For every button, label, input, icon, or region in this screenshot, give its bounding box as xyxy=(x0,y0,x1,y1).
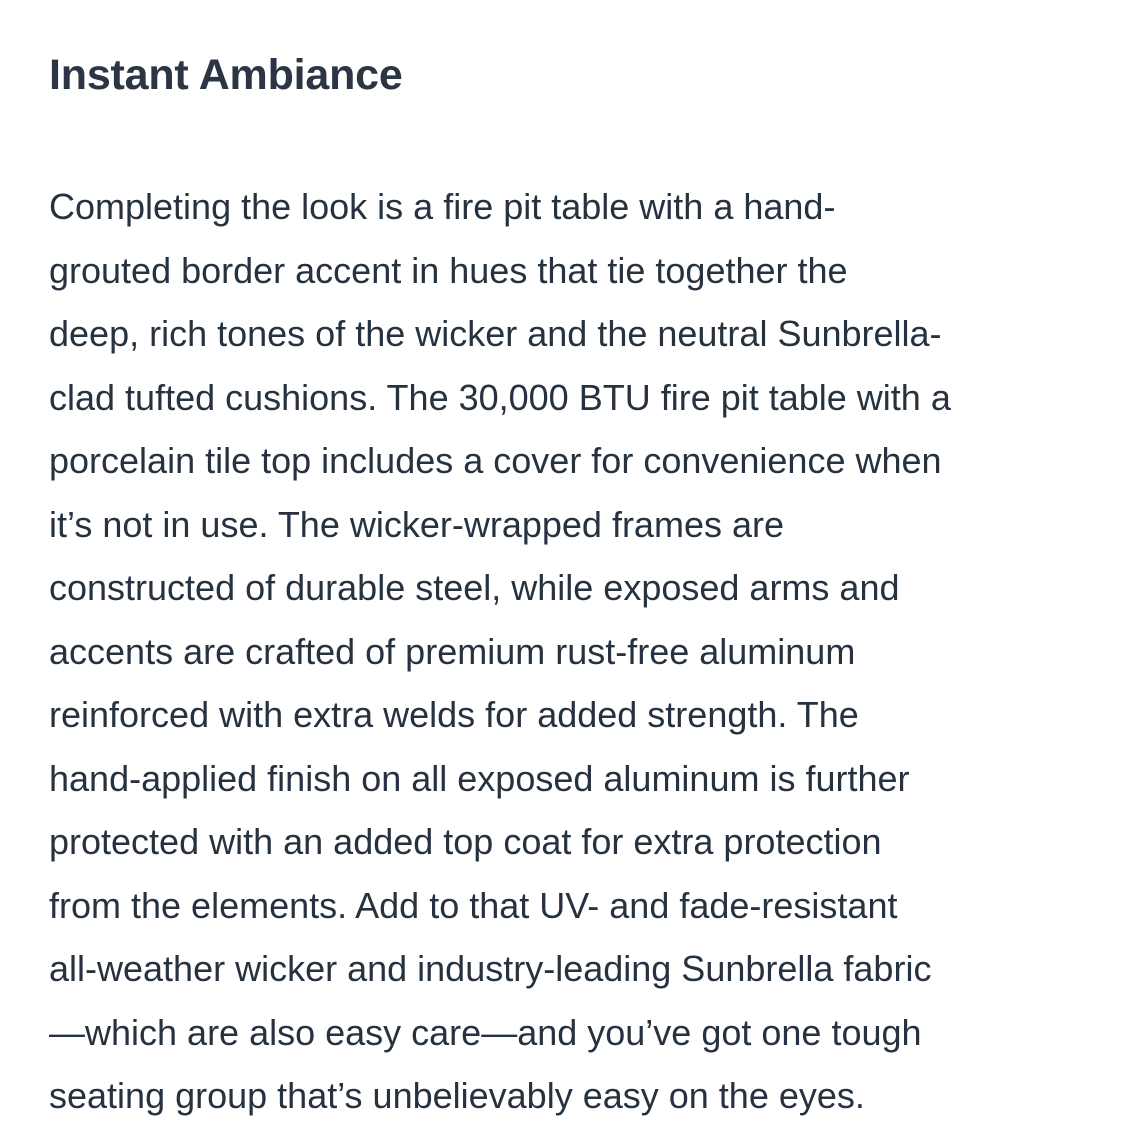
paragraph-line: reinforced with extra welds for added strength. The xyxy=(49,694,859,735)
paragraph-line: it’s not in use. The wicker-wrapped frames are xyxy=(49,503,784,545)
paragraph-line: clad tufted cushions. The 30,000 BTU fire pit table with a xyxy=(49,376,951,418)
paragraph-line: deep, rich tones of the wicker and the neutral Sunbrella- xyxy=(49,313,942,354)
paragraph-line: from the elements. Add to that UV- and fade-resistant xyxy=(49,884,898,926)
paragraph-line: accents are crafted of premium rust-free aluminum xyxy=(49,630,856,672)
paragraph-line: seating group that’s unbelievably easy on the eyes. xyxy=(49,1075,865,1116)
paragraph-line: constructed of durable steel, while exposed arms and xyxy=(49,567,900,608)
paragraph-line: hand-applied finish on all exposed aluminum is further xyxy=(49,757,910,799)
description-paragraph xyxy=(49,104,1079,1128)
section-title: Instant Ambiance xyxy=(49,51,403,99)
paragraph-line: protected with an added top coat for extra protection xyxy=(49,821,882,862)
paragraph-line: grouted border accent in hues that tie together the xyxy=(49,249,848,291)
paragraph-line: —which are also easy care—and you’ve got one tough xyxy=(49,1011,922,1053)
paragraph-line: porcelain tile top includes a cover for convenience when xyxy=(49,440,942,481)
paragraph-line: Completing the look is a fire pit table with a hand- xyxy=(49,186,836,227)
paragraph-line: all-weather wicker and industry-leading Sunbrella fabric xyxy=(49,948,932,989)
product-description-section xyxy=(49,46,1079,1128)
